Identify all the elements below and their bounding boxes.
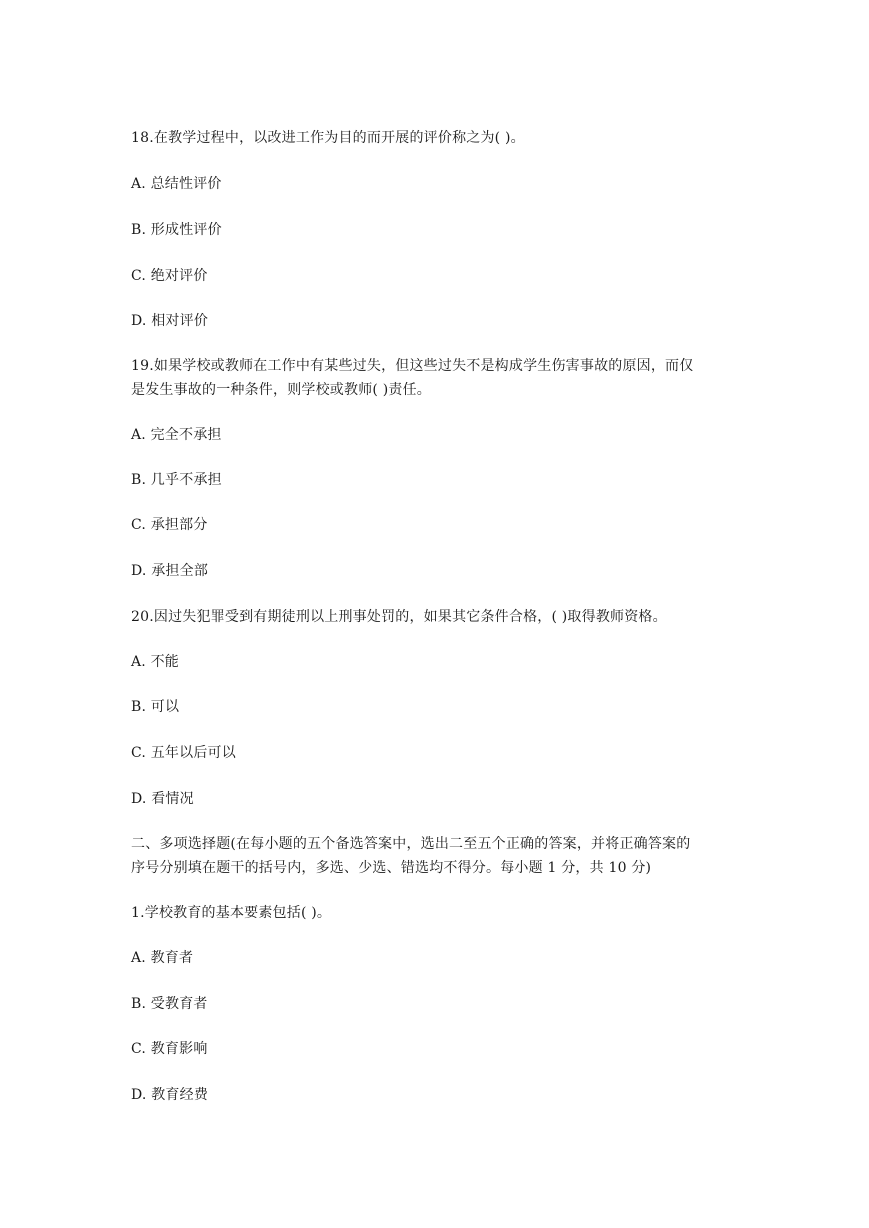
question-19-option-c: C. 承担部分: [131, 517, 208, 533]
multi-question-1-option-b: B. 受教育者: [131, 996, 208, 1012]
question-18-stem: 18.在教学过程中，以改进工作为目的而开展的评价称之为( )。: [131, 130, 525, 146]
question-20-option-c: C. 五年以后可以: [131, 745, 236, 761]
question-19-option-b: B. 几乎不承担: [131, 472, 222, 488]
section-heading-line-2: 序号分别填在题干的括号内，多选、少选、错选均不得分。每小题 1 分，共 10 分): [131, 860, 652, 876]
question-20-option-a: A. 不能: [131, 654, 180, 670]
multi-question-1-stem: 1.学校教育的基本要素包括( )。: [131, 905, 332, 921]
section-heading-line-1: 二、多项选择题(在每小题的五个备选答案中，选出二至五个正确的答案，并将正确答案的: [131, 836, 691, 852]
question-20-option-b: B. 可以: [131, 699, 180, 715]
question-19-stem-line-2: 是发生事故的一种条件，则学校或教师( )责任。: [131, 382, 431, 398]
question-20-stem: 20.因过失犯罪受到有期徒刑以上刑事处罚的，如果其它条件合格，( )取得教师资格。: [131, 609, 667, 625]
multi-question-1-option-d: D. 教育经费: [131, 1087, 209, 1103]
question-20-option-d: D. 看情况: [131, 791, 194, 807]
question-18-option-c: C. 绝对评价: [131, 268, 208, 284]
multi-question-1-option-c: C. 教育影响: [131, 1041, 208, 1057]
question-18-option-d: D. 相对评价: [131, 313, 209, 329]
question-19-option-a: A. 完全不承担: [131, 427, 222, 443]
question-19-option-d: D. 承担全部: [131, 563, 209, 579]
question-18-option-a: A. 总结性评价: [131, 176, 222, 192]
multi-question-1-option-a: A. 教育者: [131, 950, 194, 966]
question-19-stem-line-1: 19.如果学校或教师在工作中有某些过失，但这些过失不是构成学生伤害事故的原因，而仅: [131, 358, 694, 374]
question-18-option-b: B. 形成性评价: [131, 222, 222, 238]
